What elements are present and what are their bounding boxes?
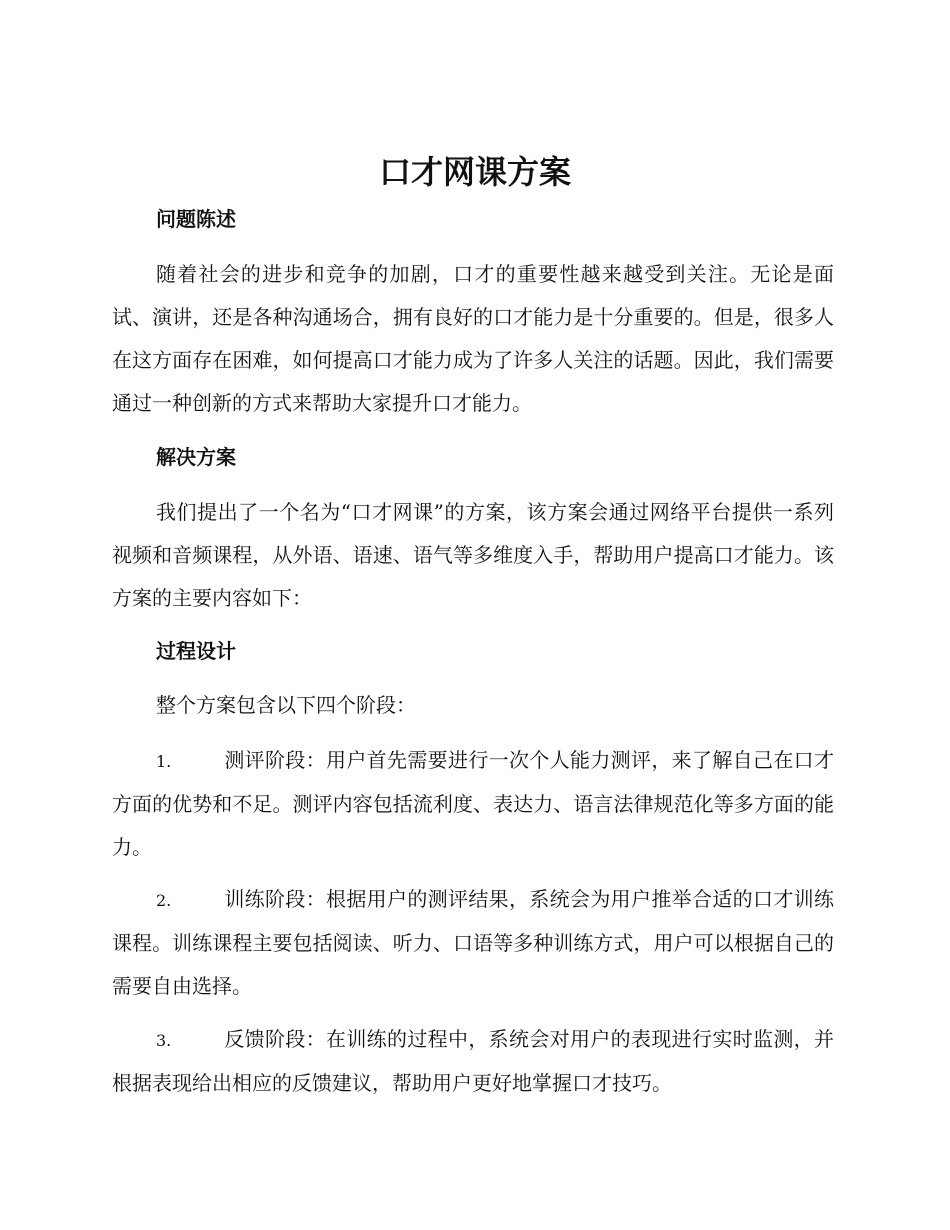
document-title: 口才网课方案 <box>378 153 571 191</box>
list-item-text: 测评阶段：用户首先需要进行一次个人能力测评，来了解自己在口才方面的优势和不足。测评内容包括流利度、表达力、语言法律规范化等多方面的能力。 <box>112 748 834 859</box>
list-item <box>112 1018 834 1105</box>
section-heading-process: 过程设计 <box>156 639 236 663</box>
section-heading-problem: 问题陈述 <box>156 207 236 231</box>
section-paragraph-process: 整个方案包含以下四个阶段： <box>156 693 416 717</box>
section-heading-solution: 解决方案 <box>156 445 236 469</box>
list-item-number: 2. <box>156 891 172 910</box>
list-item-number: 3. <box>156 1031 172 1050</box>
list-item <box>112 739 834 869</box>
section-paragraph-problem: 随着社会的进步和竞争的加剧，口才的重要性越来越受到关注。无论是面试、演讲，还是各种沟通场合，拥有良好的口才能力是十分重要的。但是，很多人在这方面存在困难，如何提高口才能力成为了许多人关注的话题。因此，我们需要通过一种创新的方式来帮助大家提升口才能力。 <box>112 262 834 415</box>
section-paragraph-solution: 我们提出了一个名为“口才网课”的方案，该方案会通过网络平台提供一系列视频和音频课程，从外语、语速、语气等多维度入手，帮助用户提高口才能力。该方案的主要内容如下： <box>112 500 834 610</box>
list-item <box>112 878 834 1008</box>
list-item-text: 反馈阶段：在训练的过程中，系统会对用户的表现进行实时监测，并根据表现给出相应的反馈建议，帮助用户更好地掌握口才技巧。 <box>112 1027 834 1095</box>
list-item-text: 训练阶段：根据用户的测评结果，系统会为用户推举合适的口才训练课程。训练课程主要包括阅读、听力、口语等多种训练方式，用户可以根据自己的需要自由选择。 <box>112 887 834 998</box>
list-item-number: 1. <box>156 752 172 771</box>
